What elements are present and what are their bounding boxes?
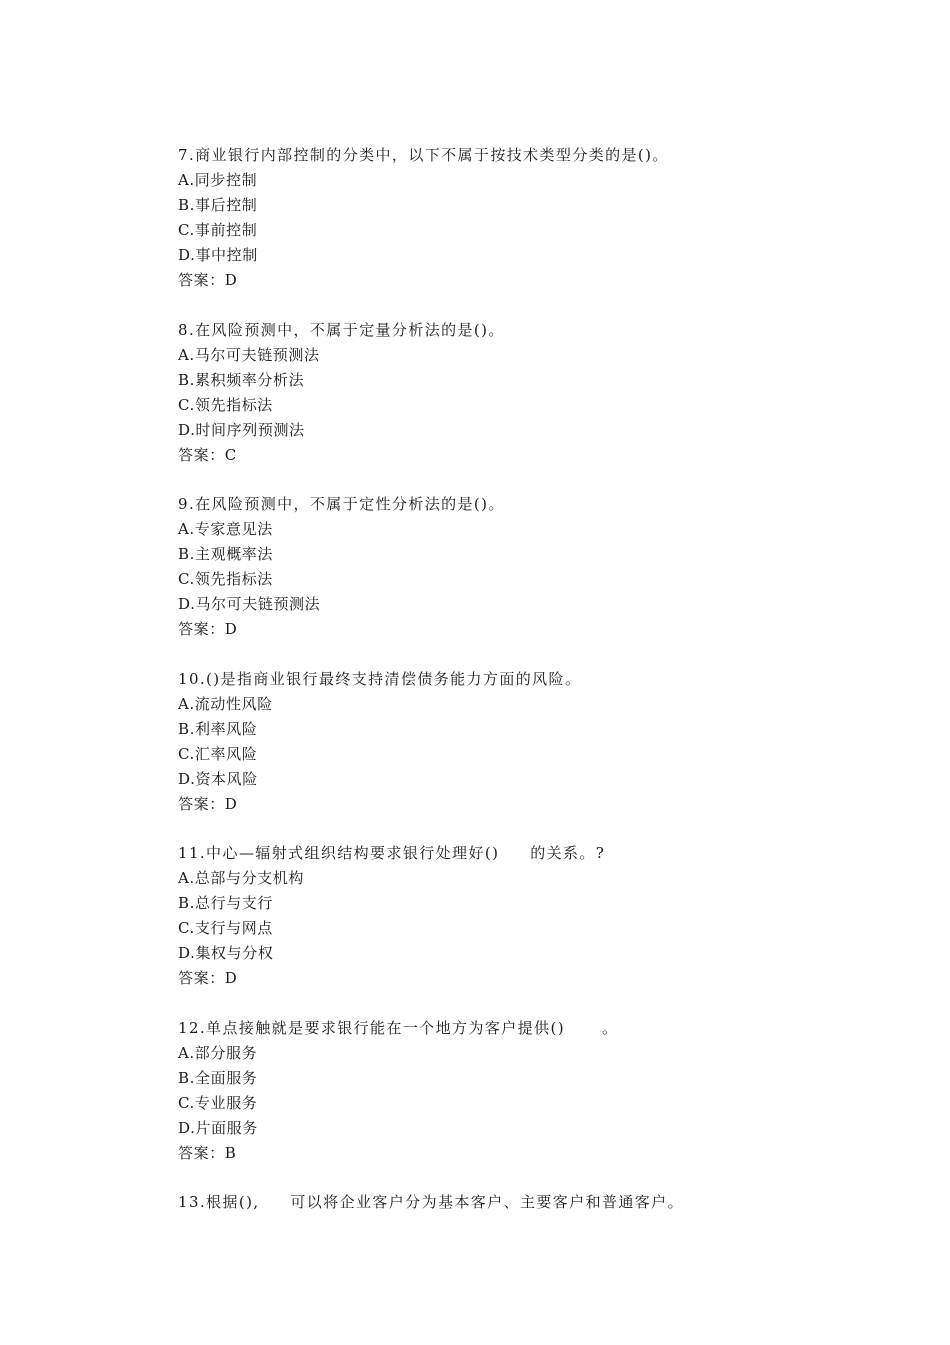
option-d: D.资本风险 xyxy=(178,769,258,788)
option-b: B.主观概率法 xyxy=(178,545,273,563)
option-c: C.支行与网点 xyxy=(178,919,273,937)
option-c: C.专业服务 xyxy=(178,1093,258,1112)
question-10 xyxy=(178,667,878,817)
answer: 答案：D xyxy=(178,271,238,289)
answer: 答案：C xyxy=(178,445,237,464)
question-text: 11.中心—辐射式组织结构要求银行处理好() 的关系。? xyxy=(178,844,606,862)
question-11 xyxy=(178,841,878,991)
question-list xyxy=(178,143,878,1240)
answer: 答案：D xyxy=(178,794,238,813)
question-text: 7.商业银行内部控制的分类中，以下不属于按技术类型分类的是()。 xyxy=(178,146,669,164)
question-8 xyxy=(178,318,878,468)
option-a: A.流动性风险 xyxy=(178,694,273,713)
question-13 xyxy=(178,1190,878,1215)
option-a: A.马尔可夫链预测法 xyxy=(178,345,320,364)
option-c: C.汇率风险 xyxy=(178,744,258,763)
option-c: C.领先指标法 xyxy=(178,570,273,588)
option-a: A.总部与分支机构 xyxy=(178,869,305,887)
option-b: B.利率风险 xyxy=(178,719,258,738)
answer: 答案：D xyxy=(178,969,238,987)
option-a: A.专家意见法 xyxy=(178,520,273,538)
question-text: 10.()是指商业银行最终支持清偿债务能力方面的风险。 xyxy=(178,669,582,688)
option-b: B.累积频率分析法 xyxy=(178,370,305,389)
answer: 答案：D xyxy=(178,620,238,638)
option-b: B.事后控制 xyxy=(178,196,258,214)
question-text: 9.在风险预测中，不属于定性分析法的是()。 xyxy=(178,495,505,513)
option-a: A.同步控制 xyxy=(178,171,258,189)
option-d: D.集权与分权 xyxy=(178,944,274,962)
question-text: 12.单点接触就是要求银行能在一个地方为客户提供() 。 xyxy=(178,1018,619,1037)
option-b: B.全面服务 xyxy=(178,1068,258,1087)
option-d: D.片面服务 xyxy=(178,1118,258,1137)
option-b: B.总行与支行 xyxy=(178,894,273,912)
question-12 xyxy=(178,1016,878,1166)
question-7 xyxy=(178,143,878,293)
option-d: D.时间序列预测法 xyxy=(178,420,305,439)
question-text: 13.根据(), 可以将企业客户分为基本客户、主要客户和普通客户。 xyxy=(178,1193,684,1211)
question-9 xyxy=(178,492,878,642)
option-c: C.事前控制 xyxy=(178,221,258,239)
option-c: C.领先指标法 xyxy=(178,395,273,414)
answer: 答案：B xyxy=(178,1143,237,1162)
question-text: 8.在风险预测中，不属于定量分析法的是()。 xyxy=(178,320,505,339)
option-d: D.马尔可夫链预测法 xyxy=(178,595,321,613)
option-d: D.事中控制 xyxy=(178,246,258,264)
option-a: A.部分服务 xyxy=(178,1043,258,1062)
